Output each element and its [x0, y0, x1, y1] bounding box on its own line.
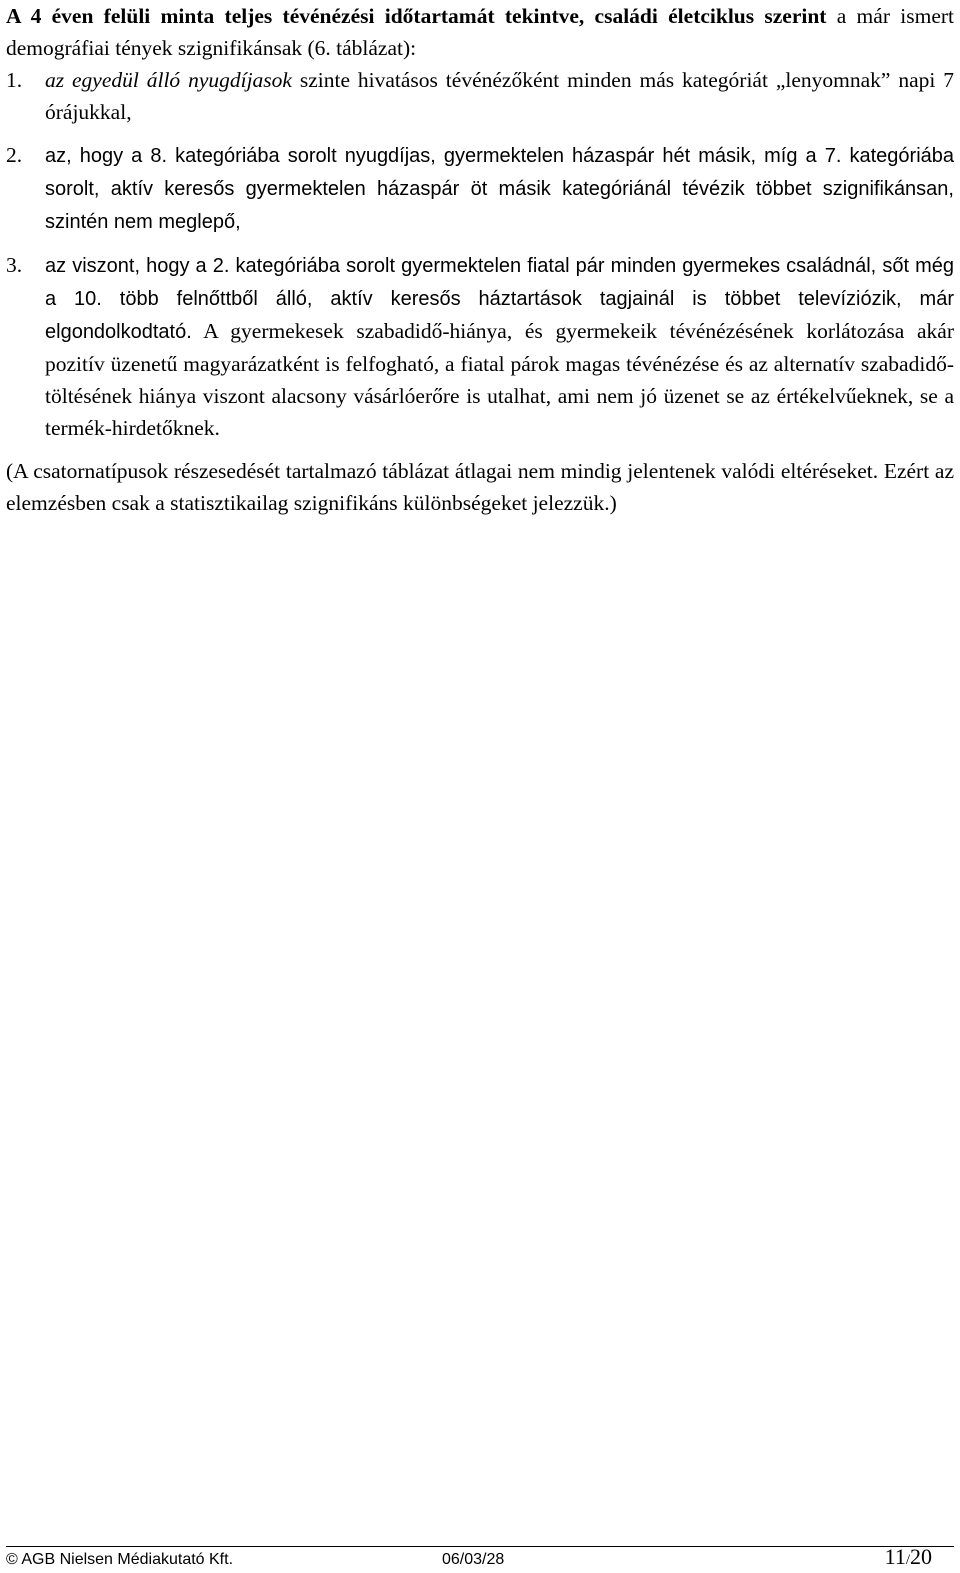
note-paragraph: (A csatornatípusok részesedését tartalmazó táblázat átlagai nem mindig jelentenek valódi eltéréseket. Ezért az elemzésben csak a statisztikailag szignifikáns különbségeket jelezzük.) [6, 459, 954, 515]
intro-bold-text: A 4 éven felüli minta teljes tévénézési időtartamát tekintve, családi életciklus szerint [6, 4, 827, 28]
body-text [6, 0, 954, 519]
list-item-text: az, hogy a 8. kategóriába sorolt nyugdíjas, gyermektelen házaspár hét másik, míg a 7. kategóriába sorolt, aktív keresős gyermektelen házaspár öt másik kategóriánál tévézik többet szignifikánsan, szintén nem meglepő, [45, 145, 954, 233]
list-item-number: 2. [6, 143, 23, 167]
footer-date: 06/03/28 [442, 1551, 505, 1568]
list-item [6, 249, 954, 444]
page-number-total: 20 [910, 1544, 932, 1569]
list-item-sans-text: az viszont, hogy a 2. kategóriába sorolt gyermektelen fiatal pár minden gyermekes családnál, sőt még a 10. több felnőttből álló, aktív keresős háztartások tagjainál is többet televíziózik, már elgondolkodtató. [45, 255, 954, 343]
list-item-number: 3. [6, 253, 23, 277]
list-item-text: szinte hivatásos tévénézőként minden más kategóriát „lenyomnak” napi 7 órájukkal, [45, 68, 954, 124]
list-item-text: A gyermekesek szabadidő-hiánya, és gyermekeik tévénézésének korlátozása akár pozitív üzenetű magyarázatként is felfogható, a fiatal párok magas tévénézése és az alternatív szabadidő-töltésének hiánya viszont alacsony vásárlóerőre is utalhat, ami nem jó üzenet se az értékelvűeknek, se a termék-hirdetőknek. [45, 319, 954, 440]
page-footer [6, 1546, 954, 1573]
list-item [6, 139, 954, 238]
intro-paragraph [6, 0, 954, 64]
intro-rest-text: a már ismert demográfiai tények szignifikánsak (6. táblázat): [6, 4, 954, 60]
list-item-italic-text: az egyedül álló nyugdíjasok [45, 68, 292, 92]
footer-company: © AGB Nielsen Médiakutató Kft. [6, 1551, 234, 1568]
findings-list [6, 64, 954, 444]
page-number-current: 11 [884, 1544, 906, 1569]
page-number [885, 1545, 932, 1572]
list-item-number: 1. [6, 68, 23, 92]
page-number-separator: / [905, 1552, 910, 1568]
list-item [6, 64, 954, 128]
